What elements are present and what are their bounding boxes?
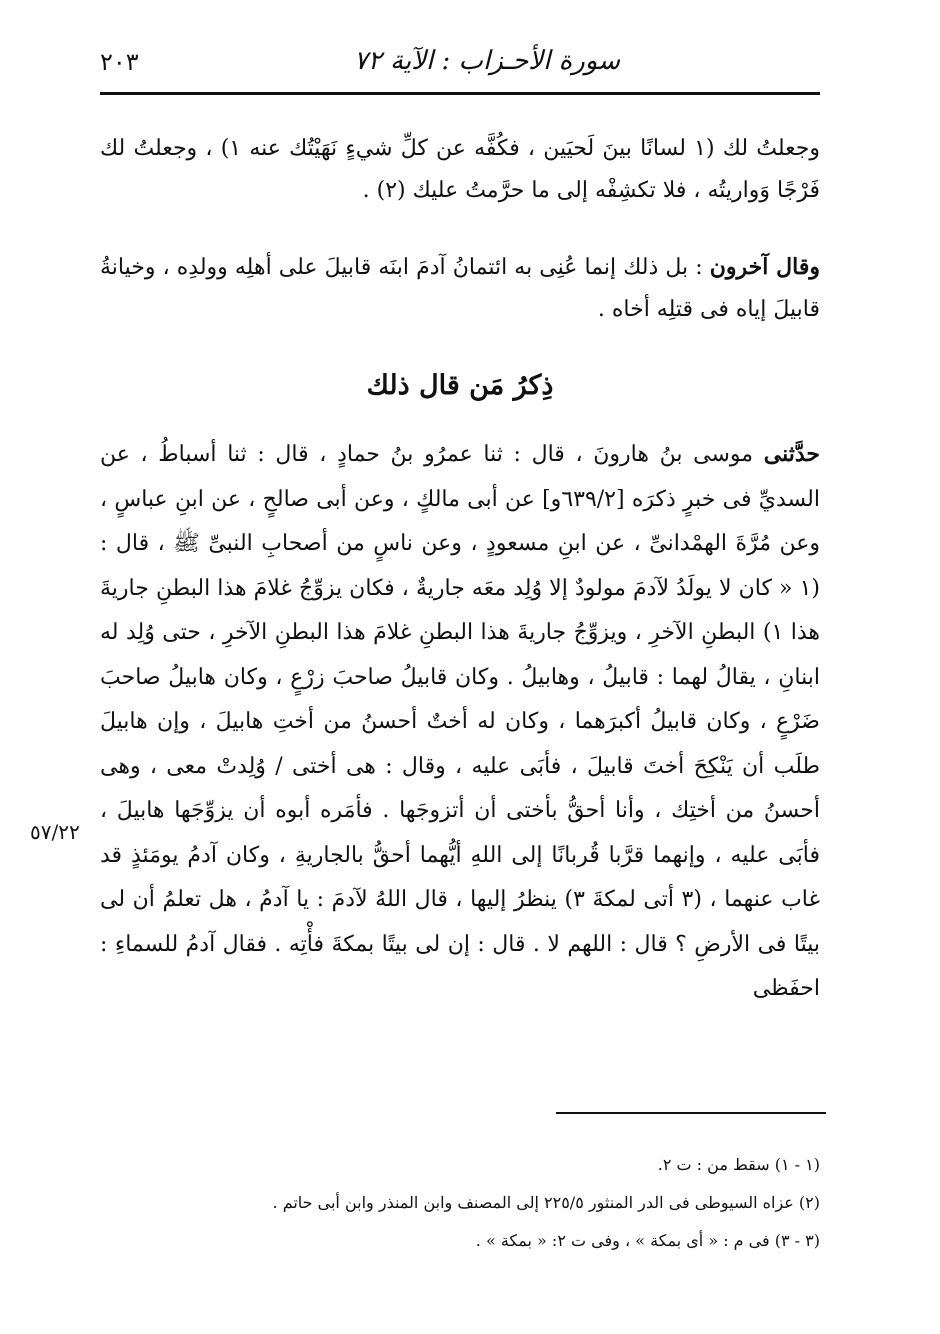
footnote-rule	[556, 1112, 826, 1114]
paragraph-2-lead: وقال آخرون	[709, 254, 820, 280]
paragraph-2-text: : بل ذلك إنما عُنِى به ائتمانُ آدمَ ابنَه قابيلَ على أهلِه وولدِه ، وخيانةُ قابيلَ إياه فى قتلِه أخاه .	[100, 255, 820, 322]
paragraph-3	[100, 432, 820, 1012]
footnote-2: (٢) عزاه السيوطى فى الدر المنثور ٢٢٥/٥ إلى المصنف وابن المنذر وابن أبى حاتم .	[272, 1193, 820, 1212]
paragraph-1: وجعلتُ لك (١ لسانًا بينَ لَحيَين ، فكُفَّه عن كلِّ شيءٍ نَهَيْتُك عنه ١) ، وجعلتُ لك فَرْجًا وَواريتُه ، فلا تكشِفْه إلى ما حرَّمتُ عليك (٢) .	[100, 136, 820, 203]
paragraph-2	[100, 246, 820, 331]
footnote-1: (١ - ١) سقط من : ت ٢.	[657, 1155, 820, 1174]
running-title: سورة الأحـزاب : الآية ٧٢	[353, 46, 620, 76]
section-heading: ذِكرُ مَن قال ذلك	[366, 370, 554, 401]
footnotes	[100, 1146, 820, 1260]
margin-reference: ٥٧/٢٢	[30, 820, 80, 844]
paragraph-3-lead: حدَّثنى	[763, 441, 820, 467]
page-header	[100, 40, 820, 88]
footnote-3: (٣ - ٣) فى م : « أى بمكة » ، وفى ت ٢: « بمكة » .	[475, 1231, 820, 1250]
header-rule	[100, 92, 820, 95]
paragraph-3-text: موسى بنُ هارونَ ، قال : ثنا عمرُو بنُ حمادٍ ، قال : ثنا أسباطُ ، عن السديِّ فى خبرٍ ذكرَه [٦٣٩/٢و] عن أبى مالكٍ ، وعن أبى صالحٍ ، عن ابنِ عباسٍ ، وعن مُرَّةَ الهمْدانىِّ ، عن ابنِ مسعودٍ ، وعن ناسٍ من أصحابِ النبىِّ ﷺ ، قال : (١ « كان لا يولَدُ لآدمَ مولودٌ إلا وُلِد معَه جاريةٌ ، فكان يزوِّجُ غلامَ هذا البطنِ جاريةَ هذا ١) البطنِ الآخرِ ، ويزوِّجُ جاريةَ هذا البطنِ غلامَ هذا البطنِ الآخرِ ، حتى وُلِد له ابنانِ ، يقالُ لهما : قابيلُ ، وهابيلُ . وكان قابيلُ صاحبَ زرْعٍ ، وكان هابيلُ صاحبَ ضَرْعٍ ، وكان قابيلُ أكبرَهما ، وكان له أختٌ أحسنُ من أختِ هابيلَ ، وإن هابيلَ طلَب أن يَنْكِحَ أختَ قابيلَ ، فأبَى عليه ، وقال : هى أختى / وُلِدتْ معى ، وهى أحسنُ من أختِك ، وأنا أحقُّ بأختى أن أتزوجَها . فأمَره أبوه أن يزوِّجَها هابيلَ ، فأبَى عليه ، وإنهما قرَّبا قُربانًا إلى اللهِ أيُّهما أحقُّ بالجاريةِ ، وكان آدمُ يومَئذٍ قد غاب عنهما ، (٣ أتى لمكةَ ٣) ينظرُ إليها ، قال اللهُ لآدمَ : يا آدمُ ، هل تعلمُ أن لى بيتًا فى الأرضِ ؟ قال : اللهم لا . قال : إن لى بيتًا بمكةَ فأْتِه . فقال آدمُ للسماءِ : احفَظى	[100, 442, 821, 1001]
page-number: ٢٠٣	[100, 48, 139, 76]
